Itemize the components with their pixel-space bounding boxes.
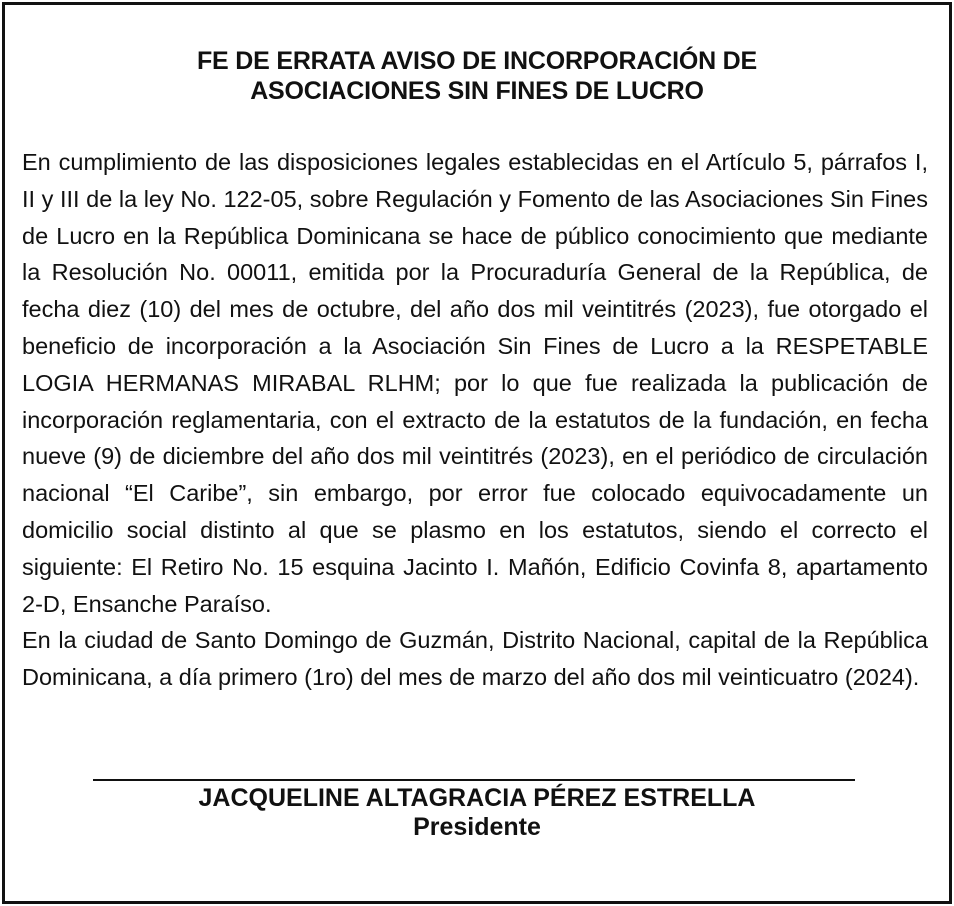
signer-name: JACQUELINE ALTAGRACIA PÉREZ ESTRELLA [198, 784, 756, 812]
title-line-2: ASOCIACIONES SIN FINES DE LUCRO [250, 77, 704, 105]
title-line-1: FE DE ERRATA AVISO DE INCORPORACIÓN DE [196, 47, 758, 75]
signer-role: Presidente [413, 813, 541, 841]
notice-title [0, 46, 954, 106]
body-paragraph-2: En la ciudad de Santo Domingo de Guzmán, Distrito Nacional, capital de la República Dominicana, a día primero (1ro) del mes de marzo del año dos mil veinticuatro (2024). [22, 627, 928, 691]
notice-body [22, 144, 928, 696]
body-paragraph-1: En cumplimiento de las disposiciones legales establecidas en el Artículo 5, párrafos I, II y III de la ley No. 122-05, sobre Regulación y Fomento de las Asociaciones Sin Fines de Lucro en la República Dominicana se hace de público conocimiento que mediante la Resolución No. 00011, emitida por la Procuraduría General de la República, de fecha diez (10) del mes de octubre, del año dos mil veintitrés (2023), fue otorgado el beneficio de incorporación a la Asociación Sin Fines de Lucro a la RESPETABLE LOGIA HERMANAS MIRABAL RLHM; por lo que fue realizada la publicación de incorporación reglamentaria, con el extracto de la estatutos de la fundación, en fecha nueve (9) de diciembre del año dos mil veintitrés (2023), en el periódico de circulación nacional “El Caribe”, sin embargo, por error fue colocado equivocadamente un domicilio social distinto al que se plasmo en los estatutos, siendo el correcto el siguiente: El Retiro No. 15 esquina Jacinto I. Mañón, Edificio Covinfa 8, apartamento 2-D, Ensanche Paraíso. [22, 149, 928, 617]
signature-line [93, 779, 855, 781]
